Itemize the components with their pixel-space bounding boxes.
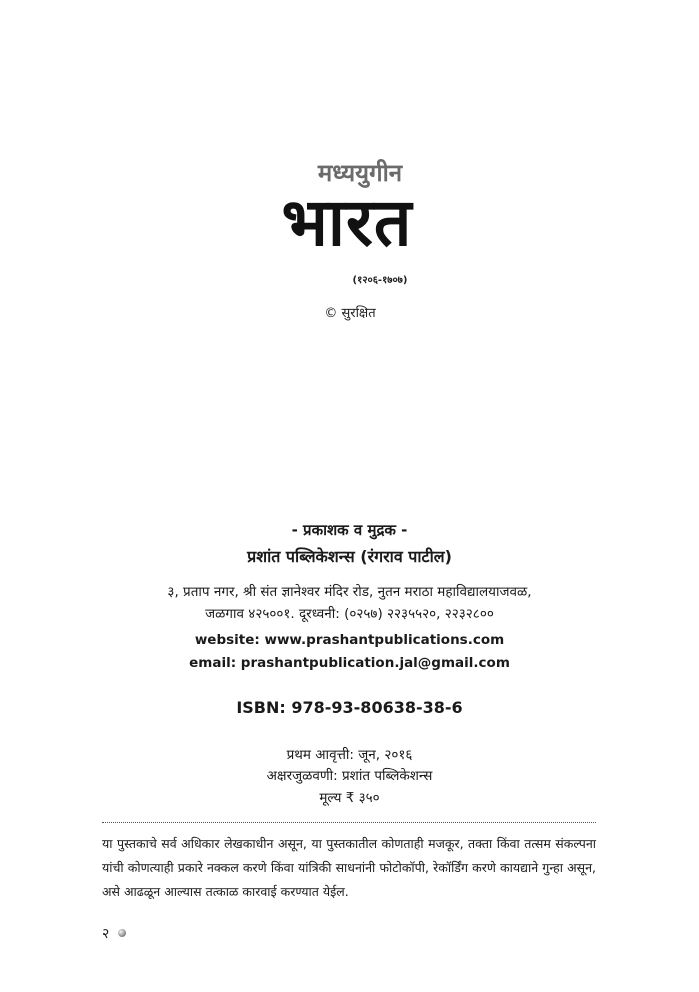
dotted-divider — [102, 822, 596, 823]
price: मूल्य ₹ ३५० — [319, 790, 380, 806]
title-years: (१२०६-१७०७) — [352, 275, 408, 286]
bullet-icon — [118, 929, 126, 937]
publisher-heading: - प्रकाशक व मुद्रक - — [291, 521, 408, 539]
isbn: ISBN: 978-93-80638-38-6 — [236, 698, 463, 717]
publisher-address-line1: ३, प्रताप नगर, श्री संत ज्ञानेश्वर मंदिर रोड, नुतन मराठा महाविद्यालयाजवळ, — [167, 584, 532, 600]
rights-notice: या पुस्तकाचे सर्व अधिकार लेखकाधीन असून, या पुस्तकातील कोणताही मजकूर, तक्ता किंवा तत्सम संकल्पना यांची कोणत्याही प्रकारे नक्कल करणे किंवा यांत्रिकी साधनांनी फोटोकॉपी, रेकॉर्डिंग करणे कायद्याने गुन्हा असून, असे आढळून आल्यास तत्काळ कारवाई करण्यात येईल. — [102, 836, 596, 899]
title-prefix: मध्ययुगीन — [317, 159, 403, 187]
first-edition: प्रथम आवृत्ती: जून, २०१६ — [286, 747, 413, 763]
typesetting-credit: अक्षरजुळवणी: प्रशांत पब्लिकेशन्स — [266, 768, 433, 784]
publisher-address-line2: जळगाव ४२५००१. दूरध्वनी: (०२५७) २२३५५२०, २२३२८०० — [205, 606, 494, 622]
copyright-notice: © सुरक्षित — [324, 306, 376, 321]
page-number: २ — [102, 926, 110, 942]
publisher-website: website: www.prashantpublications.com — [194, 632, 505, 648]
book-title: भारत — [281, 184, 413, 261]
publisher-email: email: prashantpublication.jal@gmail.com — [189, 655, 510, 671]
publisher-name: प्रशांत पब्लिकेशन्स (रंगराव पाटील) — [247, 547, 452, 566]
